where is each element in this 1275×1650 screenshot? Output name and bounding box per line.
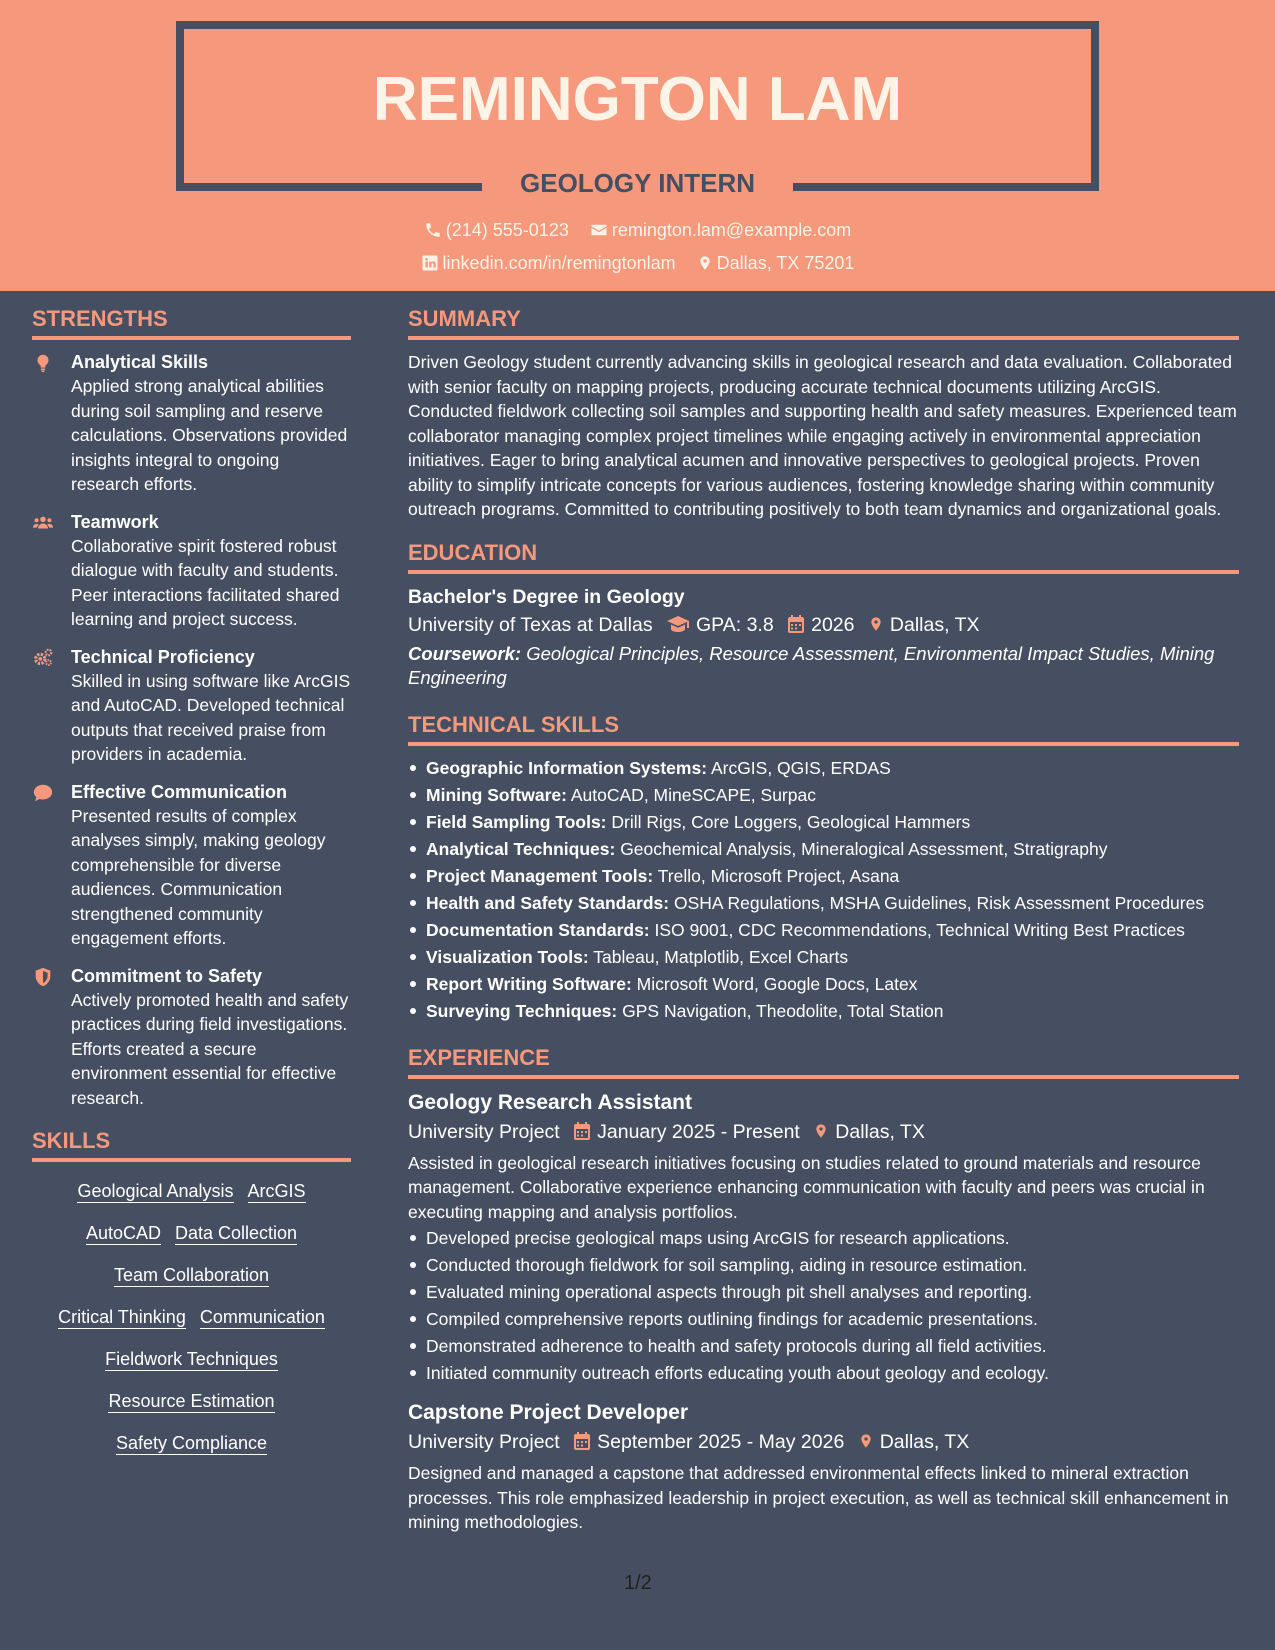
list-item bbox=[408, 783, 1239, 807]
map-pin-icon bbox=[868, 614, 884, 634]
skill-tag: Team Collaboration bbox=[113, 1265, 270, 1285]
skill-tag: Resource Estimation bbox=[108, 1391, 275, 1411]
skill-tag: AutoCAD bbox=[85, 1223, 161, 1243]
strength-item bbox=[32, 780, 351, 951]
candidate-name: REMINGTON LAM bbox=[372, 65, 903, 134]
list-item bbox=[408, 918, 1239, 942]
graduation-cap-icon bbox=[666, 614, 690, 634]
strength-title: Teamwork bbox=[71, 511, 159, 532]
map-pin-icon bbox=[697, 254, 713, 272]
skill-values: GPS Navigation, Theodolite, Total Station bbox=[622, 1000, 944, 1021]
page-number: 1/2 bbox=[624, 1572, 652, 1594]
job-title: Geology Research Assistant bbox=[408, 1090, 692, 1114]
list-item: Demonstrated adherence to health and safety protocols during all field activities. bbox=[408, 1334, 1239, 1358]
strength-title: Analytical Skills bbox=[71, 352, 209, 372]
education-location: Dallas, TX bbox=[889, 613, 980, 636]
skill-category: Project Management Tools: bbox=[426, 865, 654, 886]
education-meta bbox=[408, 610, 1239, 640]
job-description: Assisted in geological research initiatives focusing on studies related to ground materials and resource management. Collaborative experience enhancing communication with faculty and peers was crucial in executing mapping and analysis portfolios. bbox=[408, 1152, 1205, 1222]
linkedin-contact[interactable] bbox=[421, 253, 676, 274]
skill-values: Trello, Microsoft Project, Asana bbox=[657, 865, 900, 886]
strength-description: Skilled in using software like ArcGIS and AutoCAD. Developed technical outputs that received praise from providers in academia. bbox=[71, 670, 351, 764]
skill-category: Report Writing Software: bbox=[426, 973, 632, 994]
skills-list bbox=[32, 1172, 351, 1466]
strength-item bbox=[32, 645, 351, 767]
linkedin-icon bbox=[421, 254, 439, 272]
skill-values: Geochemical Analysis, Mineralogical Assessment, Stratigraphy bbox=[620, 838, 1108, 859]
shield-icon bbox=[32, 966, 54, 988]
skill-values: Microsoft Word, Google Docs, Latex bbox=[636, 973, 918, 994]
job-location: Dallas, TX bbox=[879, 1431, 970, 1453]
job-dates: January 2025 - Present bbox=[597, 1120, 800, 1143]
skill-category: Analytical Techniques: bbox=[426, 838, 616, 859]
list-item bbox=[408, 999, 1239, 1023]
left-column bbox=[32, 306, 351, 1466]
skill-tag: Safety Compliance bbox=[115, 1433, 268, 1453]
coursework-text: Geological Principles, Resource Assessment, Environmental Impact Studies, Mining Engineering bbox=[408, 642, 1215, 688]
header bbox=[0, 0, 1275, 291]
list-item bbox=[408, 972, 1239, 996]
phone-icon bbox=[424, 221, 442, 239]
comment-icon bbox=[32, 782, 54, 804]
job-location: Dallas, TX bbox=[835, 1120, 925, 1143]
job-entry bbox=[408, 1399, 1239, 1535]
list-item: Compiled comprehensive reports outlining findings for academic presentations. bbox=[408, 1307, 1239, 1331]
skill-tag: Fieldwork Techniques bbox=[105, 1349, 278, 1369]
strength-item bbox=[32, 964, 351, 1111]
skill-category: Surveying Techniques: bbox=[426, 1000, 618, 1021]
skill-category: Documentation Standards: bbox=[426, 919, 650, 940]
summary-text: Driven Geology student currently advancing skills in geological research and data evaluation. Collaborated with senior faculty on mapping projects, producing accurate technical documents utilizing ArcGIS. Conducted fieldwork collecting soil samples and supporting health and safety measures. Experienced team collaborator managing complex project timelines while engaging actively in environmental appreciation initiatives. Eager to bring analytical acumen and innovative perspectives to geological projects. Proven ability to simplify intricate concepts for various audiences, fostering knowledge sharing within community outreach programs. Committed to contributing positively to both team dynamics and organizational goals. bbox=[408, 352, 1237, 519]
strength-description: Applied strong analytical abilities during soil sampling and reserve calculations. Observations provided insights integral to ongoing research efforts. bbox=[71, 376, 348, 494]
job-bullets bbox=[408, 1226, 1239, 1385]
skill-tag: Data Collection bbox=[174, 1223, 298, 1243]
skill-values: ISO 9001, CDC Recommendations, Technical Writing Best Practices bbox=[654, 919, 1185, 940]
list-item: Initiated community outreach efforts educating youth about geology and ecology. bbox=[408, 1361, 1239, 1385]
gpa: GPA: 3.8 bbox=[696, 613, 774, 636]
graduation-year: 2026 bbox=[811, 613, 855, 636]
job-meta bbox=[408, 1117, 1239, 1147]
skill-values: OSHA Regulations, MSHA Guidelines, Risk Assessment Procedures bbox=[674, 892, 1205, 913]
list-item bbox=[408, 945, 1239, 969]
calendar-icon bbox=[573, 1121, 591, 1141]
lightbulb-icon bbox=[32, 352, 54, 374]
contact-row-1 bbox=[0, 220, 1275, 241]
job-organization: University Project bbox=[408, 1431, 560, 1453]
job-organization: University Project bbox=[408, 1120, 560, 1143]
skill-category: Mining Software: bbox=[426, 784, 567, 805]
location-text: Dallas, TX 75201 bbox=[716, 253, 855, 273]
job-description: Designed and managed a capstone that addressed environmental effects linked to mineral extraction processes. This role emphasized leadership in project execution, as well as technical skill enhancement in mining methodologies. bbox=[408, 1463, 1229, 1532]
list-item bbox=[408, 756, 1239, 780]
contact-row-2 bbox=[0, 253, 1275, 274]
summary-heading: SUMMARY bbox=[408, 306, 1239, 340]
job-title: Capstone Project Developer bbox=[408, 1401, 689, 1424]
skill-category: Visualization Tools: bbox=[426, 946, 589, 967]
job-entry bbox=[408, 1089, 1239, 1386]
strength-description: Actively promoted health and safety practices during field investigations. Efforts created a secure environment essential for effective research. bbox=[71, 989, 349, 1108]
email-contact[interactable] bbox=[590, 220, 851, 241]
skill-category: Geographic Information Systems: bbox=[426, 757, 708, 778]
skill-values: ArcGIS, QGIS, ERDAS bbox=[710, 757, 891, 778]
skill-tag: Critical Thinking bbox=[58, 1307, 186, 1327]
linkedin-text: linkedin.com/in/remingtonlam bbox=[442, 253, 676, 273]
coursework-label: Coursework: bbox=[408, 642, 522, 664]
right-column bbox=[408, 306, 1239, 1535]
list-item bbox=[408, 810, 1239, 834]
skill-values: Drill Rigs, Core Loggers, Geological Hammers bbox=[611, 811, 971, 832]
list-item: Conducted thorough fieldwork for soil sampling, aiding in resource estimation. bbox=[408, 1253, 1239, 1277]
skill-tag: Geological Analysis bbox=[77, 1181, 234, 1201]
skill-values: Tableau, Matplotlib, Excel Charts bbox=[593, 946, 849, 967]
strength-description: Presented results of complex analyses simply, making geology comprehensible for diverse audiences. Communication strengthened community engagement efforts. bbox=[71, 805, 326, 948]
calendar-icon bbox=[787, 614, 805, 634]
list-item: Developed precise geological maps using ArcGIS for research applications. bbox=[408, 1226, 1239, 1250]
map-pin-icon bbox=[858, 1431, 874, 1451]
list-item bbox=[408, 891, 1239, 915]
list-item: Evaluated mining operational aspects through pit shell analyses and reporting. bbox=[408, 1280, 1239, 1304]
technical-skills-list bbox=[408, 756, 1239, 1023]
phone-text: (214) 555-0123 bbox=[445, 220, 569, 240]
strength-item bbox=[32, 350, 351, 497]
job-dates: September 2025 - May 2026 bbox=[597, 1431, 845, 1453]
education-heading: EDUCATION bbox=[408, 540, 1239, 574]
email-text: remington.lam@example.com bbox=[611, 220, 852, 240]
strength-title: Technical Proficiency bbox=[71, 646, 255, 667]
degree-title: Bachelor's Degree in Geology bbox=[408, 585, 685, 608]
strength-description: Collaborative spirit fostered robust dialogue with faculty and students. Peer interactions facilitated shared learning and project success. bbox=[71, 535, 340, 629]
skill-category: Field Sampling Tools: bbox=[426, 811, 607, 832]
map-pin-icon bbox=[813, 1121, 829, 1141]
phone-contact[interactable] bbox=[424, 220, 569, 241]
location-contact bbox=[697, 253, 855, 274]
skill-values: AutoCAD, MineSCAPE, Surpac bbox=[570, 784, 816, 805]
skill-tag: Communication bbox=[199, 1307, 325, 1327]
strength-title: Effective Communication bbox=[71, 781, 288, 802]
school-name: University of Texas at Dallas bbox=[408, 613, 653, 636]
strengths-heading: STRENGTHS bbox=[32, 306, 351, 340]
strength-title: Commitment to Safety bbox=[71, 965, 263, 986]
skills-heading: SKILLS bbox=[32, 1128, 351, 1162]
list-item bbox=[408, 864, 1239, 888]
skill-category: Health and Safety Standards: bbox=[426, 892, 670, 913]
coursework bbox=[408, 642, 1239, 690]
experience-heading: EXPERIENCE bbox=[408, 1045, 1239, 1079]
users-icon bbox=[32, 512, 54, 534]
calendar-icon bbox=[573, 1431, 591, 1451]
job-role: GEOLOGY INTERN bbox=[482, 162, 793, 204]
skill-tag: ArcGIS bbox=[247, 1181, 306, 1201]
technical-skills-heading: TECHNICAL SKILLS bbox=[408, 712, 1239, 746]
envelope-icon bbox=[590, 221, 608, 239]
list-item bbox=[408, 837, 1239, 861]
job-meta bbox=[408, 1427, 1239, 1457]
strength-item bbox=[32, 510, 351, 632]
gears-icon bbox=[32, 647, 54, 669]
